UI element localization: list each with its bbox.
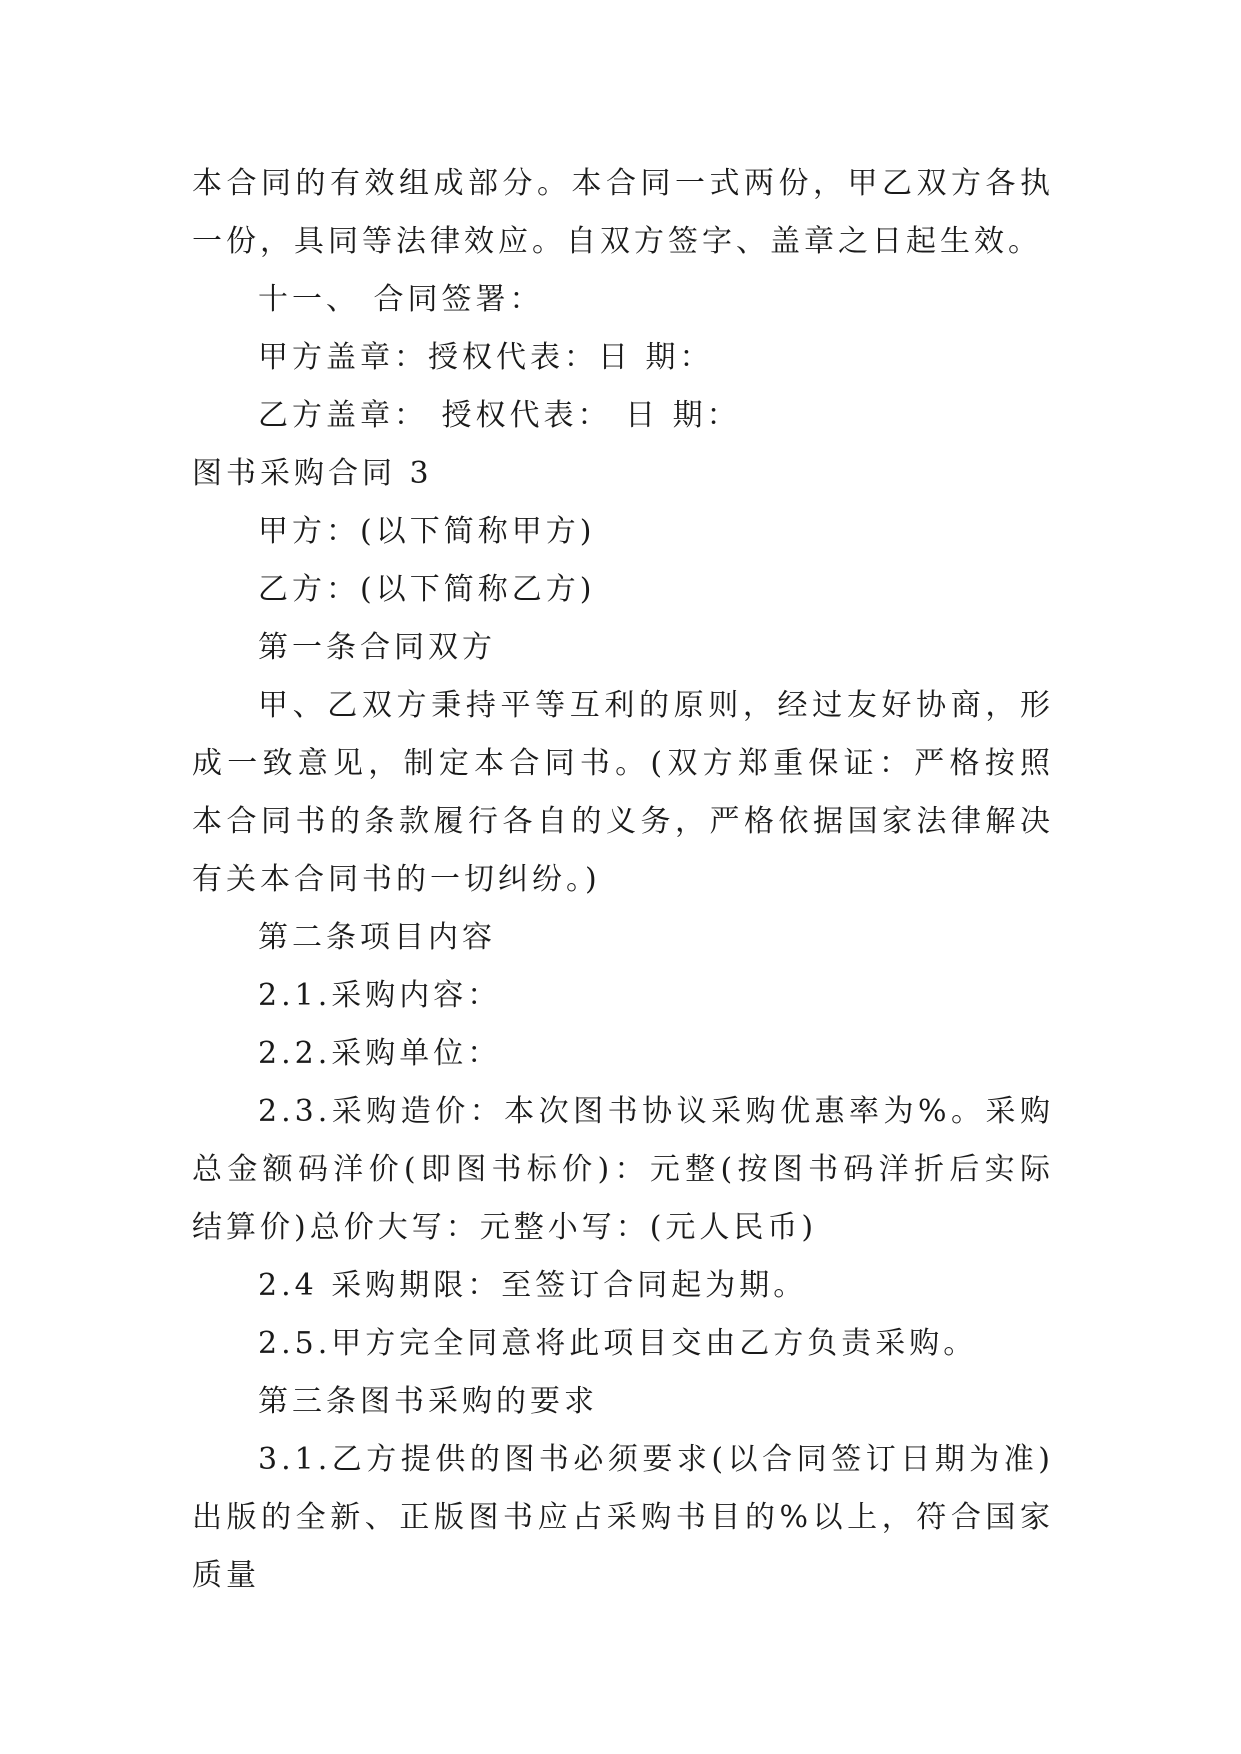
party-b-line: 乙方：(以下简称乙方) [258,572,596,607]
party-b-signature-line: 乙方盖章： 授权代表： 日 期： [258,398,741,433]
section-eleven-heading: 十一、 合同签署： [258,282,544,317]
clause-2-1: 2.1.采购内容： [258,978,502,1013]
clause-2-4: 2.4 采购期限：至签订合同起为期。 [258,1268,808,1303]
clause-2-3: 2.3.采购造价：本次图书协议采购优惠率为%。采购总金额码洋价(即图书标价)：元整(按图书码洋折后实际结算价)总价大写：元整小写：(元人民币) [192,1094,1054,1245]
clause-2-5: 2.5.甲方完全同意将此项目交由乙方负责采购。 [258,1326,978,1361]
article-one-heading: 第一条合同双方 [258,630,496,665]
contract-title: 图书采购合同 3 [192,456,433,491]
paragraph-continuation: 本合同的有效组成部分。本合同一式两份，甲乙双方各执一份，具同等法律效应。自双方签字、盖章之日起生效。 [192,166,1054,259]
article-three-heading: 第三条图书采购的要求 [258,1384,598,1419]
party-a-line: 甲方：(以下简称甲方) [258,514,596,549]
document-body [192,155,1054,1605]
article-two-heading: 第二条项目内容 [258,920,496,955]
clause-2-2: 2.2.采购单位： [258,1036,502,1071]
party-a-signature-line: 甲方盖章：授权代表：日 期： [258,340,714,375]
clause-3-1: 3.1.乙方提供的图书必须要求(以合同签订日期为准)出版的全新、正版图书应占采购书目的%以上，符合国家质量 [192,1442,1054,1593]
article-one-body: 甲、乙双方秉持平等互利的原则，经过友好协商，形成一致意见，制定本合同书。(双方郑重保证：严格按照本合同书的条款履行各自的义务，严格依据国家法律解决有关本合同书的一切纠纷。) [192,688,1054,897]
